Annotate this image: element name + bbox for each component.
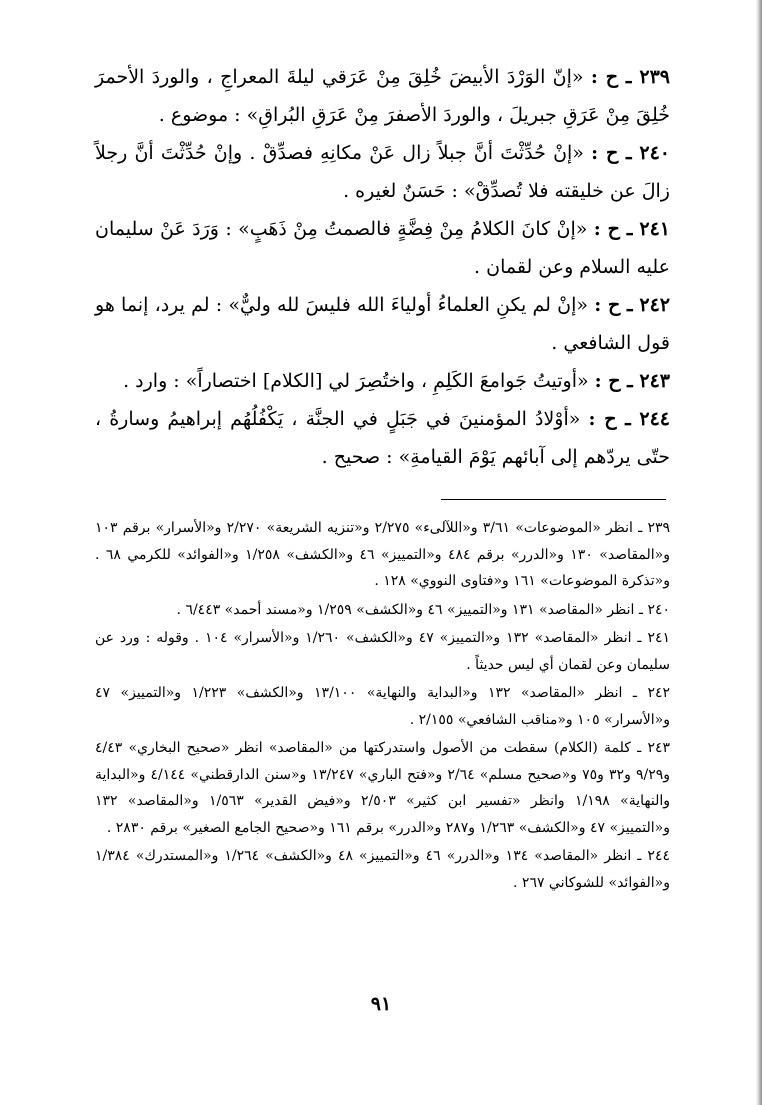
footnote-242: ٢٤٢ ـ انظر «المقاصد» ١٣٢ و«البداية والنهاية» ١٣/١٠٠ و«الكشف» ١/٢٢٣ و«التمييز» ٤٧ و«الأسرار» ١٠٥ و«مناقب الشافعي» ٢/١٥٥ .: [95, 685, 670, 728]
hadith-entry-241: [95, 210, 670, 286]
page-edge-shadow: [756, 0, 762, 1105]
hadith-entry-243: [95, 362, 670, 400]
entry-number: ٢٤٣ ـ ح :: [594, 370, 670, 392]
hadith-entry-244: [95, 400, 670, 476]
entry-number: ٢٤٠ ـ ح :: [591, 142, 670, 164]
footnote-separator: [441, 499, 666, 500]
footnote-243: ٢٤٣ ـ كلمة (الكلام) سقطت من الأصول واستدركتها من «المقاصد» انظر «صحيح البخاري» ٤/٤٣ و٩/٢٩ و٣٢ و٧٥ و«صحيح مسلم» ٢/٦٤ و«فتح الباري» ١٣/٢٤٧ و«سنن الدارقطني» ٤/١٤٤ و«البداية والنهاية» ١/١٩٨ وانظر «تفسير ابن كثير» ٢/٥٠٣ و«فيض القدير» ١/٥٦٣ و«المقاصد» ١٣٢ و«التمييز» ٤٧ و«الكشف» ١/٢٦٣ و٢٨٧ و«الدرر» برقم ١٦١ و«صحيح الجامع الصغير» برقم ٢٨٣٠ .: [95, 740, 671, 836]
entry-text: «إنْ كانَ الكلامُ مِنْ فِضَّةٍ فالصمتُ مِنْ ذَهَبٍ» : وَرَدَ عَنْ سليمان عليه السلام وعن لقمان .: [95, 218, 670, 278]
footnote-241: ٢٤١ ـ انظر «المقاصد» ١٣٢ و«التمييز» ٤٧ و«الكشف» ١/٢٦٠ و«الأسرار» ١٠٤ . وقوله : ورد عن سليمان وعن لقمان أي ليس حديثاً .: [95, 630, 670, 673]
hadith-entry-239: [95, 58, 670, 134]
entry-number: ٢٤١ ـ ح :: [593, 218, 670, 240]
entry-text: «إنْ حُدِّثْتَ أنَّ جبلاً زال عَنْ مكانِهِ فصدِّقْ . وإنْ حُدِّثْتَ أنَّ رجلاً زالَ عن خليقته فلا تُصدِّقْ» : حَسَنٌ لغيره .: [95, 142, 670, 202]
entry-number: ٢٤٢ ـ ح :: [594, 294, 670, 316]
entry-text: «أوتيتُ جَوامعَ الكَلِمِ ، واختُصِرَ لي [الكلام] اختصاراً» : وارد .: [123, 370, 589, 392]
hadith-entry-240: [95, 134, 670, 210]
hadith-entry-242: [95, 286, 670, 362]
footnote-239: ٢٣٩ ـ انظر «الموضوعات» ٣/٦١ و«اللآلىء» ٢/٢٧٥ و«تنزيه الشريعة» ٢/٢٧٠ و«الأسرار» برقم ١٠٣ و«المقاصد» ١٣٠ و«الدرر» برقم ٤٨٤ و«التمييز» ٤٦ و«الكشف» ١/٢٥٨ و«الفوائد» للكرمي ٦٨ . و«تذكرة الموضوعات» ١٦١ و«فتاوى النووي» ١٢٨ .: [95, 520, 670, 589]
entry-text: «إنْ لم يكنِ العلماءُ أولياءَ الله فليسَ لله وليٌّ» : لم يرد، إنما هو قول الشافعي .: [95, 294, 670, 354]
footnote-244: ٢٤٤ ـ انظر «المقاصد» ١٣٤ و«الدرر» ٤٦ و«التمييز» ٤٨ و«الكشف» ١/٢٦٤ و«المستدرك» ١/٣٨٤ و«الفوائد» للشوكاني ٢٦٧ .: [95, 848, 670, 891]
entry-text: «أوْلادُ المؤمنينَ في جَبَلٍ في الجنَّة ، يَكْفُلُهُم إبراهيمُ وسارةُ ، حتّى يردّهم إلى آبائهم يَوْمَ القيامةِ» : صحيح .: [95, 408, 670, 468]
entry-text: «إنّ الوَرْدَ الأبيضَ خُلِقَ مِنْ عَرَقي ليلةَ المعراجِ ، والوردَ الأحمرَ خُلِقَ مِنْ عَرَقِ جبريلَ ، والوردَ الأصفرَ مِنْ عَرَقِ البُراقِ» : موضوع .: [95, 66, 670, 126]
footnote-240: ٢٤٠ ـ انظر «المقاصد» ١٣١ و«التمييز» ٤٦ و«الكشف» ١/٢٥٩ و«مسند أحمد» ٦/٤٤٣ .: [176, 601, 670, 618]
footnotes: [95, 515, 670, 898]
main-text: [95, 58, 670, 476]
page-number: ٩١: [370, 993, 392, 1015]
entry-number: ٢٣٩ ـ ح :: [590, 66, 670, 88]
entry-number: ٢٤٤ ـ ح :: [588, 408, 670, 430]
